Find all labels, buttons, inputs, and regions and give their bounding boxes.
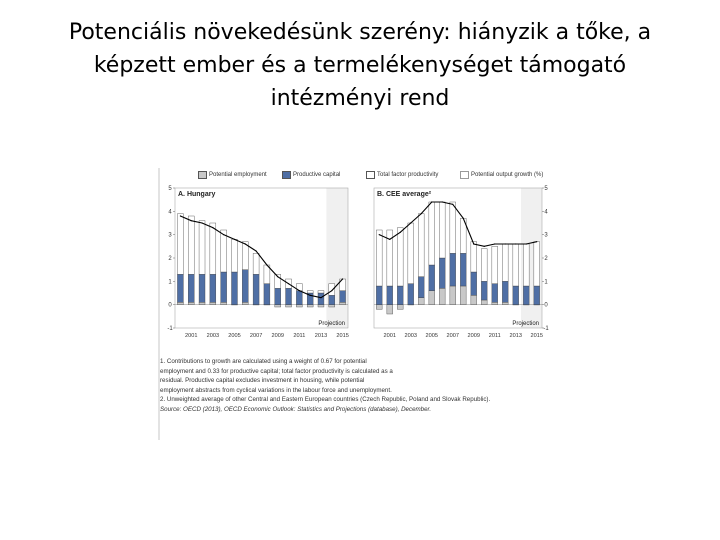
x-tick-label: 2011: [488, 333, 501, 339]
legend-label: Total factor productivity: [377, 172, 439, 178]
bar-capital: [397, 286, 403, 305]
bar-capital: [275, 288, 281, 304]
x-tick-label: 2009: [271, 333, 284, 339]
x-tick-label: 2015: [336, 333, 349, 339]
title-line: intézményi rend: [270, 86, 450, 111]
chart-notes: [160, 357, 548, 414]
title-line: képzett ember és a termelékenységet támogató: [93, 53, 627, 78]
bar-capital: [264, 284, 270, 305]
bar-capital: [329, 295, 335, 304]
bar-employment: [439, 288, 445, 304]
y-tick-label: 1: [544, 279, 548, 286]
line-point: [331, 290, 332, 291]
bar-tfp: [502, 244, 508, 281]
bar-employment: [177, 302, 183, 304]
bar-capital: [439, 258, 445, 288]
x-tick-label: 2007: [446, 333, 459, 339]
bar-capital: [221, 272, 227, 302]
y-tick-label: 3: [168, 232, 172, 239]
bar-tfp: [253, 253, 259, 274]
y-tick-label: 0: [544, 302, 548, 309]
projection-label: Projection: [318, 321, 345, 327]
line-point: [299, 290, 300, 291]
bar-tfp: [188, 216, 194, 274]
y-tick-label: 3: [544, 232, 548, 239]
x-tick-label: 2011: [293, 333, 306, 339]
bar-tfp: [329, 284, 335, 296]
bar-tfp: [231, 239, 237, 272]
bar-capital: [492, 284, 498, 303]
bar-capital: [242, 270, 248, 303]
line-point: [379, 234, 380, 235]
line-point: [536, 241, 537, 242]
y-tick-label: 1: [168, 279, 172, 286]
note-line: 2. Unweighted average of other Central and Eastern European countries (Czech Republic, Poland and Slovak Republic).: [160, 396, 491, 403]
line-point: [201, 222, 202, 223]
bar-capital: [296, 291, 302, 305]
bar-capital: [210, 274, 216, 302]
bar-employment: [397, 305, 403, 310]
bar-tfp: [397, 228, 403, 286]
legend-label: Productive capital: [293, 172, 341, 178]
bar-capital: [429, 265, 435, 291]
y-tick-label: 0: [168, 302, 172, 309]
bar-capital: [460, 253, 466, 286]
line-point: [266, 264, 267, 265]
legend-label: Potential output growth (%): [471, 172, 544, 178]
line-point: [421, 213, 422, 214]
bar-capital: [387, 286, 393, 305]
bar-tfp: [534, 242, 540, 286]
line-point: [320, 297, 321, 298]
line-point: [484, 246, 485, 247]
bar-tfp: [450, 202, 456, 253]
bar-tfp: [471, 242, 477, 272]
line-point: [410, 222, 411, 223]
line-point: [442, 201, 443, 202]
y-tick-label: 4: [544, 209, 548, 216]
note-line: employment abstracts from cyclical variations in the labour force and unemployment.: [160, 386, 392, 394]
line-point: [494, 243, 495, 244]
bar-capital: [502, 281, 508, 302]
bar-employment: [492, 302, 498, 304]
bar-tfp: [210, 223, 216, 274]
bar-capital: [534, 286, 540, 305]
bar-employment: [481, 300, 487, 305]
bar-capital: [286, 288, 292, 304]
bar-employment: [286, 305, 292, 307]
line-point: [245, 243, 246, 244]
bar-employment: [387, 305, 393, 314]
x-tick-label: 2003: [404, 333, 417, 339]
bar-employment: [199, 302, 205, 304]
bar-tfp: [481, 249, 487, 282]
panel-title: B. CEE average²: [377, 191, 432, 198]
y-tick-label: 2: [544, 256, 548, 262]
bar-employment: [318, 305, 324, 307]
bar-employment: [429, 291, 435, 305]
x-tick-label: 2007: [249, 333, 263, 339]
title-line: Potenciális növekedésünk szerény: hiányzik a tőke, a: [68, 20, 652, 45]
line-point: [431, 201, 432, 202]
y-tick-label: -1: [543, 326, 549, 332]
bar-tfp: [513, 244, 519, 286]
legend-label: Potential employment: [209, 172, 267, 178]
slide-title: [40, 16, 680, 115]
bar-capital: [231, 272, 237, 305]
bar-capital: [188, 274, 194, 302]
line-point: [400, 232, 401, 233]
bar-tfp: [318, 291, 324, 293]
line-point: [452, 204, 453, 205]
note-line: residual. Productive capital excludes investment in housing, while potential: [160, 377, 365, 384]
line-point: [277, 276, 278, 277]
line-point: [473, 243, 474, 244]
line-point: [342, 278, 343, 279]
bar-capital: [318, 293, 324, 305]
x-tick-label: 2015: [530, 333, 543, 339]
bar-employment: [450, 286, 456, 305]
chart-plot-area: [158, 168, 550, 348]
bar-employment: [188, 302, 194, 304]
x-tick-label: 2001: [184, 333, 198, 339]
bar-tfp: [492, 246, 498, 283]
bar-capital: [523, 286, 529, 305]
line-point: [180, 215, 181, 216]
bar-tfp: [408, 223, 414, 284]
bar-capital: [481, 281, 487, 300]
line-point: [515, 243, 516, 244]
bar-capital: [340, 291, 346, 303]
note-line: 1. Contributions to growth are calculated using a weight of 0.67 for potential: [160, 358, 367, 365]
bar-tfp: [376, 230, 382, 286]
chart-figure: [158, 168, 550, 440]
line-point: [288, 283, 289, 284]
line-point: [310, 295, 311, 296]
bar-employment: [296, 305, 302, 307]
note-line: employment and 0.33 for productive capital; total factor productivity is calculated as a: [160, 367, 393, 375]
bar-tfp: [221, 230, 227, 272]
y-tick-label: -1: [167, 326, 173, 332]
bar-employment: [471, 295, 477, 304]
y-tick-label: 5: [544, 186, 548, 192]
bar-employment: [221, 302, 227, 304]
bar-employment: [340, 302, 346, 304]
bar-employment: [418, 298, 424, 305]
line-point: [191, 220, 192, 221]
line-point: [463, 218, 464, 219]
line-point: [526, 243, 527, 244]
panel-title: A. Hungary: [178, 191, 216, 198]
bar-tfp: [439, 202, 445, 258]
line-point: [505, 243, 506, 244]
bar-employment: [210, 302, 216, 304]
bar-tfp: [523, 244, 529, 286]
bar-employment: [376, 305, 382, 310]
x-tick-label: 2013: [314, 333, 328, 339]
bar-capital: [513, 286, 519, 305]
bar-employment: [242, 302, 248, 304]
y-tick-label: 5: [168, 186, 172, 192]
bar-employment: [307, 305, 313, 307]
bar-tfp: [199, 221, 205, 275]
x-tick-label: 2003: [206, 333, 220, 339]
x-tick-label: 2005: [228, 333, 241, 339]
bar-capital: [376, 286, 382, 305]
bar-capital: [450, 253, 456, 286]
bar-capital: [408, 284, 414, 305]
source-line: Source: OECD (2013), OECD Economic Outlook: Statistics and Projections (database), December.: [160, 405, 432, 413]
bar-capital: [177, 274, 183, 302]
bar-tfp: [418, 214, 424, 277]
line-point: [255, 250, 256, 251]
bar-capital: [471, 272, 477, 295]
x-tick-label: 2009: [467, 333, 480, 339]
line-point: [223, 234, 224, 235]
y-tick-label: 4: [168, 209, 172, 216]
bar-capital: [199, 274, 205, 302]
bar-tfp: [307, 291, 313, 293]
bar-capital: [418, 277, 424, 298]
x-tick-label: 2013: [509, 333, 522, 339]
bar-employment: [275, 305, 281, 307]
bar-tfp: [177, 214, 183, 275]
bar-employment: [329, 305, 335, 307]
x-tick-label: 2001: [383, 333, 396, 339]
y-tick-label: 2: [168, 256, 172, 262]
bar-employment: [502, 302, 508, 304]
line-point: [234, 239, 235, 240]
line-point: [212, 227, 213, 228]
x-tick-label: 2005: [425, 333, 438, 339]
bar-capital: [253, 274, 259, 304]
projection-label: Projection: [512, 321, 539, 327]
bar-tfp: [429, 202, 435, 265]
line-point: [389, 239, 390, 240]
bar-employment: [460, 286, 466, 305]
